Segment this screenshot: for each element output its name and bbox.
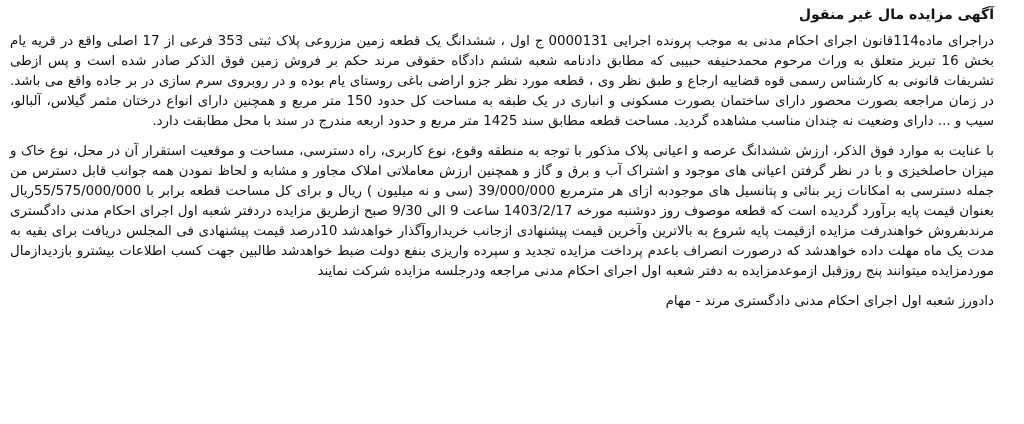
notice-signature: دادورز شعبه اول اجرای احکام مدنی دادگستری مرند - مهام [665,294,994,309]
notice-paragraph-property-description: دراجرای ماده114قانون اجرای احکام مدنی به موجب پرونده اجرایی 0000131 ج اول ، ششدانگ یک قطعه زمین مزروعی پلاک ثبتی 353 فرعی از 17 اصلی واقع در قریه یام بخش 16 تبریز متعلق به وراث مرحوم محمدحنیفه حبیبی که مطابق دادنامه شعبه ششم دادگاه حقوقی مرند حکم بر فروش زمین فوق الذکر صادر شده است و پس ازطی تشریفات قانونی به کارشناس رسمی قوه قضاییه ارجاع و طبق نظر وی ، قطعه مورد نظر جزو اراضی باغی روستای یام بوده و در روبروی سرم سازی در بر جاده واقع می باشد. در زمان مراجعه بصورت محصور دارای ساختمان بصورت مسکونی و انباری در یک طبقه به مساحت کل حدود 150 متر مربع و همچنین دارای انواع درختان مثمر گیلاس، آلبالو، سیب و ... دارای وضعیت نه چندان مناسب مشاهده گردید. مساحت قطعه مطابق سند 1425 متر مربع و حدود اربعه مندرج در سند با محل مطابقت دارد. [10,34,994,129]
notice-title: آگهی مزایده مال غیر منقول [798,7,994,23]
notice-paragraph-auction-terms: با عنایت به موارد فوق الذکر، ارزش ششدانگ عرصه و اعیانی پلاک مذکور با توجه به منطقه وقوع، نوع کاربری، راه دسترسی، مساحت و موقعیت استقرار آن در محل، نوع خاک و میزان حاصلخیزی و با در نظر گرفتن اعیانی های موجود و اشتراک آب و برق و گاز و همچنین ارزش معاملاتی املاک مجاور و مشابه و لحاظ نمودن همه جوانب قابل دسترس من جمله دسترسی به امکانات زیر بنائی و پتانسیل های موجودبه ازای هر مترمربع 39/000/000 (سی و نه میلیون ) ریال و برای کل مساحت قطعه برابر با 55/575/000/000ریال بعنوان قیمت پایه برآورد گردیده است که قطعه موصوف روز دوشنبه مورخه 1403/2/17 ساعت 9 الی 9/30 صبح ازطریق مزایده دردفتر شعبه اول اجرای احکام مدنی دادگستری مرندبفروش خواهندرفت مزایده ازقیمت پایه شروع به بالاترین وآخرین قیمت پیشنهادی ازجانب خریداروآگذار خواهدشد 10درصد قیمت پیشنهادی فی المجلس دریافت برای بقیه به مدت یک ماه مهلت داده خواهدشد که درصورت انصراف باعدم پرداخت مزایده تجدید و سپرده واریزی بنفع دولت ضبط خواهدشد طالبین جهت کسب اطلاعات بیشترو بازدیدازمال موردمزایده میتوانند پنج روزقبل ازموعدمزایده به دفتر شعبه اول اجرای احکام مدنی مراجعه ودرجلسه مزایده شرکت نمایند [10,144,995,279]
